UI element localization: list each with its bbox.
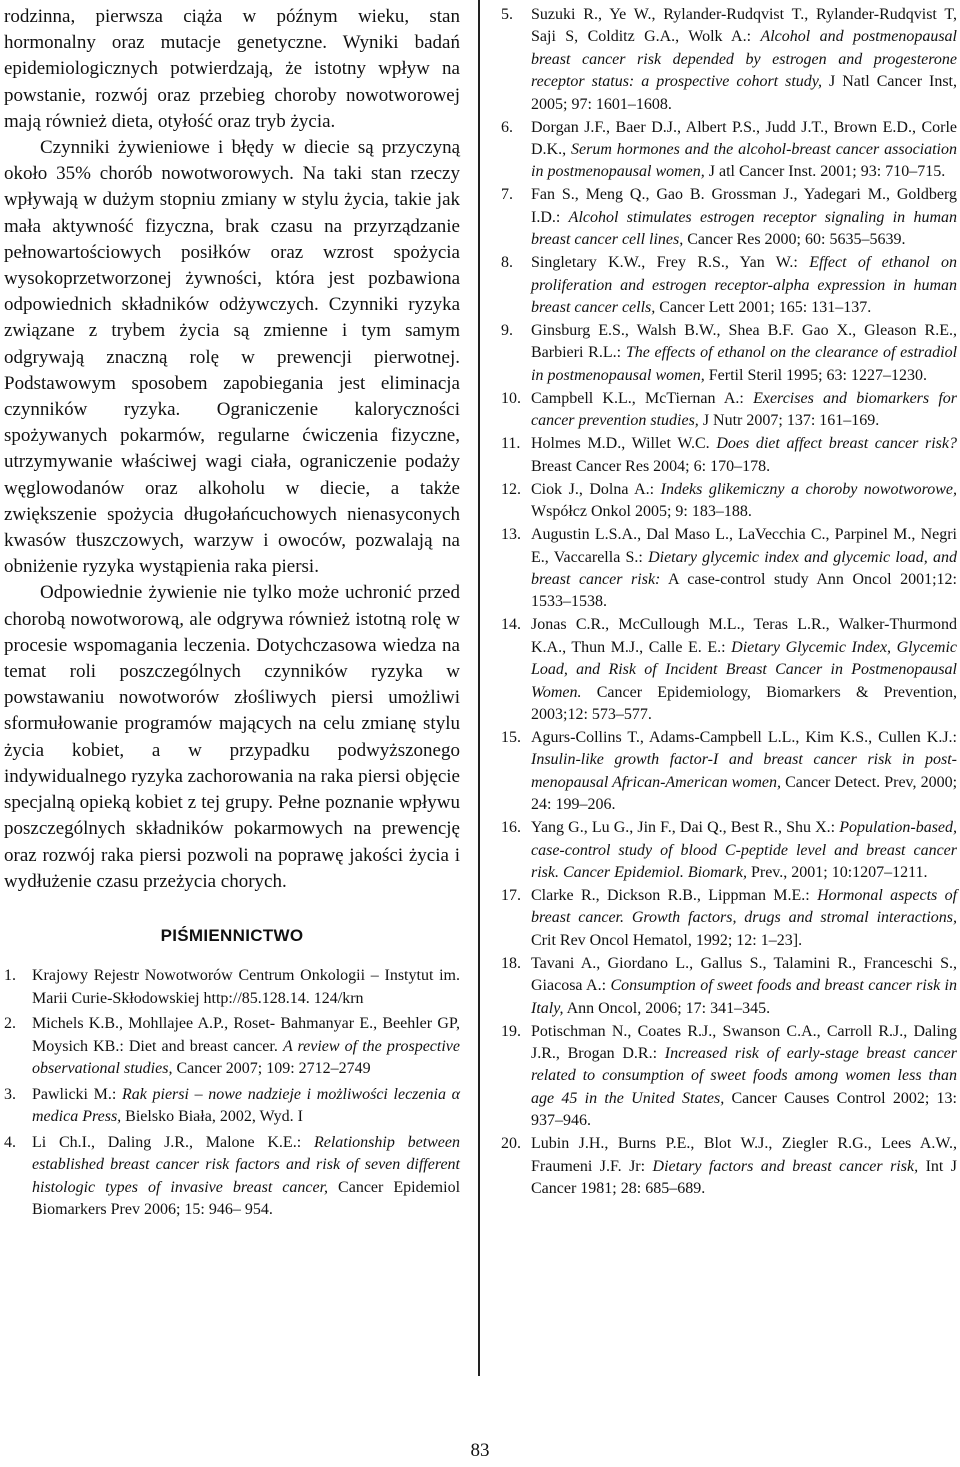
reference-title: Population-based, case-control study of blood C-peptide level and breast cancer risk. Cancer Epidemiol. Biomark,: [531, 819, 958, 881]
reference-title: Hormonal aspects of breast cancer. Growth factors, drugs and stromal interactions,: [531, 886, 958, 927]
reference-authors: Pawlicki M.:: [32, 1085, 117, 1103]
reference-number: 18.: [501, 954, 521, 972]
reference-authors: Krajowy Rejestr Nowotworów Centrum Onkologii – Instytut im. Marii Curie-Skłodowskiej http://85.128.14. 124/krn: [32, 967, 460, 1007]
reference-authors: Lubin J.H., Burns P.E., Blot W.J., Ziegler R.G., Lees A.W., Fraumeni J.F. Jr:: [531, 1135, 957, 1175]
reference-authors: Jonas C.R., McCullough M.L., Teras L.R., Walker-Thurmond K.A., Thun M.J., Calle E. E.:: [531, 616, 957, 656]
reference-number: 4.: [4, 1133, 16, 1151]
reference-authors: Yang G., Lu G., Jin F., Dai Q., Best R., Shu X.:: [531, 819, 836, 837]
reference-source: J atl Cancer Inst. 2001; 93: 710–715.: [708, 163, 946, 181]
reference-source: Cancer Detect. Prev, 2000; 24: 199–206.: [531, 773, 958, 814]
reference-list-left: [4, 965, 460, 1222]
reference-item: [4, 965, 460, 1010]
reference-number: 7.: [501, 186, 513, 204]
reference-title: Dietary factors and breast cancer risk,: [652, 1157, 919, 1175]
reference-item: [501, 524, 957, 614]
reference-number: 9.: [501, 322, 513, 340]
reference-title: Indeks glikemiczny a choroby nowotworowe,: [660, 480, 957, 498]
reference-source: Cancer Epidemiology, Biomarkers & Prevention, 2003;12: 573–577.: [531, 683, 957, 723]
reference-number: 5.: [501, 6, 513, 23]
reference-authors: Agurs-Collins T., Adams-Campbell L.L., Kim K.S., Cullen K.J.:: [531, 728, 957, 746]
reference-source: Cancer 2007; 109: 2712–2749: [176, 1060, 371, 1078]
reference-item: [501, 614, 957, 726]
body-paragraph-2: Czynniki żywieniowe i błędy w diecie są przyczyną około 35% chorób nowotworowych. Na taki stan rzeczy wpływają w dużym stopniu zmiany w stylu życia, takie jak mała aktywność fizyczna, brak czasu na przyrządzanie pełnowartościowych posiłków oraz wzrost spożycia wysokoprzetworzonej żywności, która jest pozbawiona odpowiednich składników odżywczych. Czynniki ryzyka związane z trybem życia są zmienne i tym samym odgrywają znaczną rolę w prewencji pierwotnej. Podstawowym sposobem zapobiegania jest eliminacja czynników ryzyka. Ograniczenie kaloryczności spożywanych pokarmów, regularne ćwiczenia fizyczne, utrzymywanie właściwej wagi ciała, ograniczenie podaży węglowodanów oraz alkoholu w diecie, a także zwiększenie spożycia długołańcuchowych nienasyconych kwasów tłuszczowych, warzyw i owoców, pozwalają na obniżenie ryzyka wystąpienia raka piersi.: [4, 137, 460, 578]
reference-title: Effect of ethanol on proliferation and estrogen receptor-alpha expression in human breast cancer cells,: [531, 254, 958, 317]
reference-title: Rak piersi – nowe nadzieje i możliwości leczenia α medica Press,: [32, 1085, 461, 1126]
reference-title: Does diet affect breast cancer risk?: [716, 435, 958, 453]
reference-title: Insulin-like growth factor-I and breast cancer risk in post-menopausal African-American women,: [531, 751, 957, 791]
reference-item: [501, 117, 957, 184]
reference-title: Alcohol and postmenopausal breast cancer risk depended by estrogen and progesterone receptor status: a prospective cohort study,: [531, 28, 957, 91]
reference-number: 8.: [501, 254, 513, 272]
reference-item: [4, 1013, 460, 1081]
reference-item: [4, 1084, 460, 1129]
reference-title: Alcohol stimulates estrogen receptor signaling in human breast cancer cell lines,: [531, 208, 958, 249]
reference-authors: Suzuki R., Ye W., Rylander-Rudqvist T., Rylander-Rudqvist T, Saji S, Colditz G.A., Wolk A.:: [531, 6, 957, 46]
reference-item: [501, 388, 957, 433]
reference-number: 1.: [4, 967, 16, 985]
reference-source: Prev., 2001; 10:1207–1211.: [750, 863, 928, 881]
reference-number: 6.: [501, 118, 513, 136]
reference-number: 15.: [501, 728, 521, 746]
reference-source: Breast Cancer Res 2004; 6: 170–178.: [531, 457, 771, 475]
reference-title: Relationship between established breast cancer risk factors and risk of seven different histologic types of invasive breast cancer,: [32, 1133, 461, 1196]
reference-number: 20.: [501, 1135, 521, 1153]
reference-number: 16.: [501, 819, 521, 837]
reference-authors: Clarke R., Dickson R.B., Lippman M.E.:: [531, 886, 810, 904]
reference-source: A case-control study Ann Oncol 2001;12: 1533–1538.: [531, 570, 957, 611]
reference-authors: Potischman N., Coates R.J., Swanson C.A., Carroll R.J., Daling J.R., Brogan D.R.:: [531, 1022, 957, 1062]
reference-item: [4, 1132, 460, 1222]
reference-authors: Li Ch.I., Daling J.R., Malone K.E.:: [32, 1133, 302, 1151]
reference-title: Dietary Glycemic Index, Glycemic Load, and Risk of Incident Breast Cancer in Postmenopausal Women.: [531, 638, 958, 701]
reference-source: Ann Oncol, 2006; 17: 341–345.: [566, 999, 771, 1017]
reference-item: [501, 727, 957, 817]
reference-number: 17.: [501, 886, 521, 904]
reference-source: Crit Rev Oncol Hematol, 1992; 12: 1–23].: [531, 931, 803, 949]
reference-number: 2.: [4, 1015, 16, 1033]
reference-source: J Natl Cancer Inst, 2005; 97: 1601–1608.: [531, 73, 958, 113]
reference-title: The effects of ethanol on the clearance of estradiol in postmenopausal women,: [531, 344, 958, 384]
references-heading: PIŚMIENNICTWO: [160, 925, 304, 945]
reference-authors: Dorgan J.F., Baer D.J., Albert P.S., Judd J.T., Brown E.D., Corle D.K.,: [531, 118, 957, 159]
left-column: [4, 4, 460, 1225]
reference-number: 11.: [501, 435, 521, 453]
reference-source: Int J Cancer 1981; 28: 685–689.: [531, 1157, 958, 1198]
reference-item: [501, 433, 957, 478]
reference-number: 14.: [501, 616, 521, 634]
reference-authors: Fan S., Meng Q., Gao B. Grossman J., Yadegari M., Goldberg I.D.:: [531, 186, 957, 226]
right-column: [501, 4, 957, 1201]
reference-item: [501, 885, 957, 952]
reference-number: 3.: [4, 1085, 16, 1103]
column-divider: [478, 0, 480, 1376]
reference-source: Współcz Onkol 2005; 9: 183–188.: [531, 503, 752, 521]
reference-authors: Singletary K.W., Frey R.S., Yan W.:: [531, 254, 798, 272]
reference-authors: Tavani A., Giordano L., Gallus S., Talamini R., Franceschi S., Giacosa A.:: [531, 954, 957, 995]
reference-list-right: [501, 4, 957, 1200]
reference-source: Cancer Causes Control 2002; 13: 937–946.: [531, 1089, 958, 1130]
reference-source: Cancer Lett 2001; 165: 131–137.: [659, 299, 872, 317]
reference-authors: Ciok J., Dolna A.:: [531, 480, 655, 498]
body-paragraph-3: Odpowiednie żywienie nie tylko może uchronić przed chorobą nowotworową, ale odgrywa również istotną rolę w procesie wspomagania leczenia. Dotychczasowa wiedza na temat roli poszczególnych czynników ryzyka w powstawaniu nowotworów złośliwych piersi umożliwi sformułowanie programów mających na celu zmianę stylu życia kobiet, a w przypadku podwyższonego indywidualnego ryzyka zachorowania na raka piersi objęcie specjalną opieką kobiet z tej grupy. Pełne poznanie wpływu poszczególnych składników pokarmowych na prewencję oraz rozwój raka piersi pozwoli na poprawę jakości życia i wydłużenie czasu przeżycia chorych.: [4, 582, 460, 892]
reference-item: [501, 1133, 957, 1200]
reference-title: Consumption of sweet foods and breast cancer risk in Italy,: [531, 977, 958, 1017]
reference-item: [501, 1021, 957, 1133]
reference-authors: Holmes M.D., Willet W.C.: [531, 435, 710, 453]
page-number: 83: [470, 1440, 490, 1461]
reference-title: Increased risk of early-stage breast cancer related to consumption of sweet foods among women less than age 45 in the United States,: [531, 1045, 958, 1107]
reference-source: J Nutr 2007; 137: 161–169.: [702, 412, 880, 430]
reference-item: [501, 252, 957, 319]
reference-source: Cancer Epidemiol Biomarkers Prev 2006; 15: 946– 954.: [32, 1178, 461, 1219]
reference-title: Exercises and biomarkers for cancer prevention studies,: [531, 389, 958, 430]
reference-source: Bielsko Biała, 2002, Wyd. I: [125, 1108, 304, 1126]
reference-title: Dietary glycemic index and glycemic load, and breast cancer risk:: [531, 548, 958, 588]
reference-source: Fertil Steril 1995; 63: 1227–1230.: [708, 366, 927, 384]
reference-item: [501, 184, 957, 251]
reference-authors: Ginsburg E.S., Walsh B.W., Shea B.F. Gao X., Gleason R.E., Barbieri R.L.:: [531, 322, 957, 362]
reference-authors: Augustin L.S.A., Dal Maso L., LaVecchia C., Parpinel M., Negri E., Vaccarella S.:: [531, 526, 957, 566]
reference-item: [501, 817, 957, 884]
body-paragraph-1: rodzinna, pierwsza ciąża w późnym wieku, stan hormonalny oraz mutacje genetyczne. Wyniki badań epidemiologicznych potwierdzają, że istotny wpływ na powstanie, rozwój oraz przebieg choroby nowotworowej mają również dieta, otyłość oraz tryb życia.: [4, 6, 460, 132]
reference-title: A review of the prospective observational studies,: [32, 1037, 460, 1078]
reference-item: [501, 479, 957, 524]
reference-title: Serum hormones and the alcohol-breast cancer association in postmenopausal women,: [531, 141, 958, 181]
reference-item: [501, 320, 957, 387]
reference-authors: Michels K.B., Mohllajee A.P., Roset- Bahmanyar E., Beehler GP, Moysich KB.: Diet and breast cancer.: [32, 1015, 460, 1055]
reference-source: Cancer Res 2000; 60: 5635–5639.: [687, 231, 906, 249]
reference-number: 10.: [501, 389, 521, 407]
reference-number: 12.: [501, 480, 521, 498]
reference-number: 19.: [501, 1022, 521, 1040]
reference-authors: Campbell K.L., McTiernan A.:: [531, 389, 744, 407]
reference-item: [501, 953, 957, 1020]
reference-item: [501, 4, 957, 116]
reference-number: 13.: [501, 526, 521, 544]
